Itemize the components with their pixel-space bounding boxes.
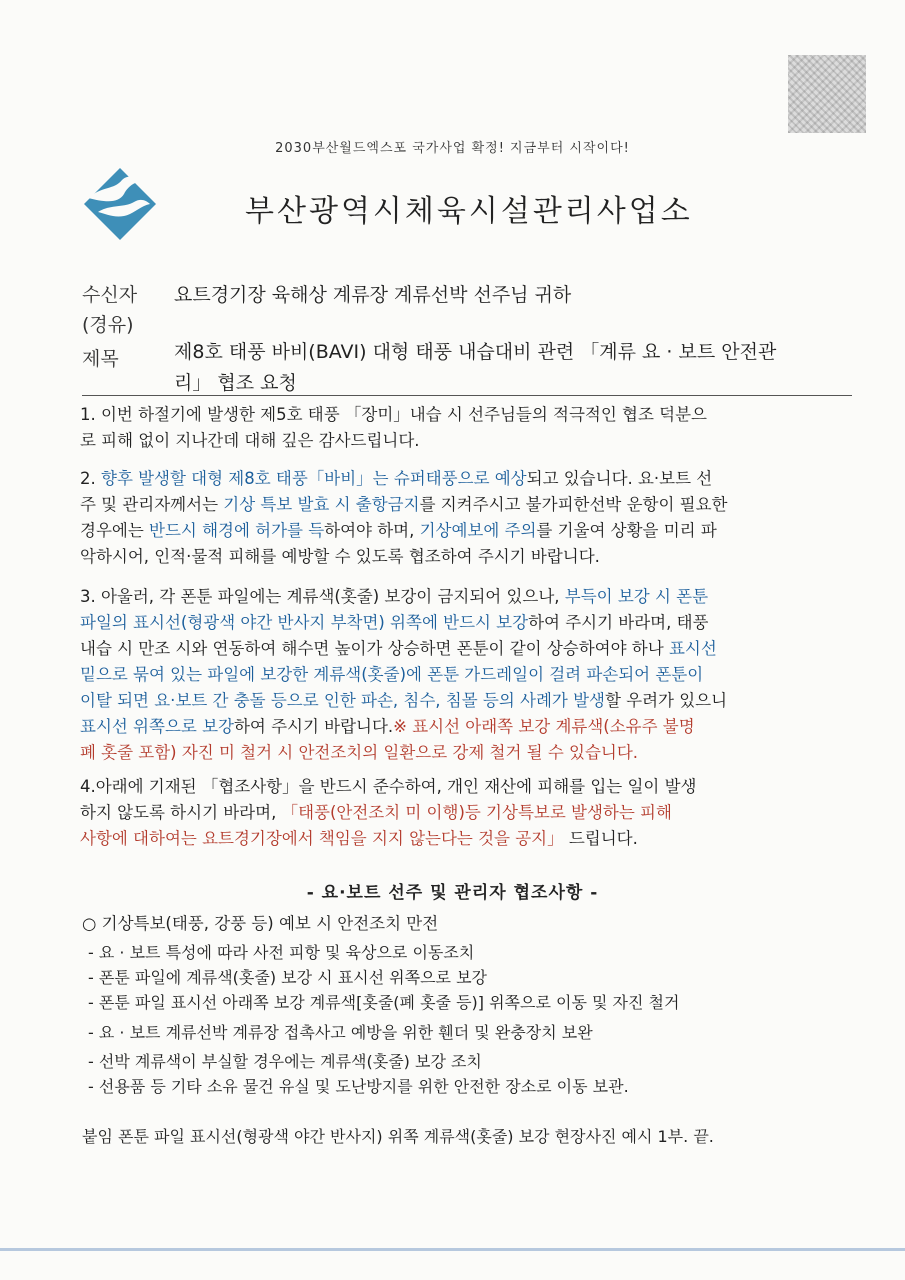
p3-line: 폐 홋줄 포함) 자진 미 철거 시 안전조치의 일환으로 강제 철거 될 수 있습니다. <box>80 743 639 762</box>
p2-text: 하여야 하며, <box>324 521 420 540</box>
subject-line-2: 리」 협조 요청 <box>174 372 297 394</box>
paragraph-3 <box>80 584 865 766</box>
p2-line <box>80 492 865 518</box>
p4-line <box>80 800 865 826</box>
p2-text: 2. <box>80 469 101 488</box>
slogan: 2030부산월드엑스포 국가사업 확정! 지금부터 시작이다! <box>275 141 630 156</box>
p3-line <box>80 610 865 636</box>
p3-highlight: 표시선 <box>668 639 717 658</box>
p3-text: 하여 주시기 바랍니다. <box>233 717 394 736</box>
p2-line <box>80 466 865 492</box>
p3-text: 할 우려가 있으니 <box>604 691 728 710</box>
cooperation-item: - 폰툰 파일에 계류색(홋줄) 보강 시 표시선 위쪽으로 보강 <box>88 968 487 987</box>
p3-line <box>80 688 865 714</box>
p3-text: 하여 주시기 바라며, 태풍 <box>528 613 709 632</box>
p3-line: 밑으로 묶여 있는 파일에 보강한 계류색(홋줄)에 폰툰 가드레일이 걸려 파손되어 폰툰이 <box>80 665 704 684</box>
p2-highlight: 기상예보에 주의 <box>419 521 537 540</box>
paragraph-1 <box>80 402 865 454</box>
p3-text: 내습 시 만조 시와 연동하여 해수면 높이가 상승하면 폰툰이 같이 상승하여야 하나 <box>80 639 669 658</box>
subject-label: 제목 <box>82 348 119 370</box>
qr-code-icon <box>788 55 866 133</box>
footer-line <box>0 1248 905 1251</box>
p2-line: 악하시어, 인적·물적 피해를 예방할 수 있도록 협조하여 주시기 바랍니다. <box>80 547 600 566</box>
p2-highlight: 반드시 해경에 허가를 득 <box>149 521 325 540</box>
cooperation-item: - 선박 계류색이 부실할 경우에는 계류색(홋줄) 보강 조치 <box>88 1052 482 1071</box>
p2-text: 경우에는 <box>80 521 150 540</box>
p2-text: 를 지켜주시고 불가피한선박 운항이 필요한 <box>419 495 728 514</box>
paragraph-4 <box>80 774 865 852</box>
cooperation-item: - 요 · 보트 특성에 따라 사전 피항 및 육상으로 이동조치 <box>88 943 475 962</box>
p3-text: 3. 아울러, 각 폰툰 파일에는 계류색(홋줄) 보강이 금지되어 있으나, <box>80 587 565 606</box>
divider <box>82 395 852 396</box>
p4-line <box>80 826 865 852</box>
p3-line <box>80 714 865 740</box>
recipient-label: 수신자 <box>82 284 138 306</box>
p3-highlight: 부득이 보강 시 폰툰 <box>564 587 709 606</box>
p4-highlight: 사항에 대하여는 요트경기장에서 책임을 지지 않는다는 것을 공지」 <box>80 829 564 848</box>
p2-highlight: 향후 발생할 대형 제8호 태풍「바비」는 슈퍼태풍으로 예상 <box>101 469 527 488</box>
p2-highlight: 기상 특보 발효 시 출항금지 <box>223 495 420 514</box>
p1-line: 로 피해 없이 지나간데 대해 깊은 감사드립니다. <box>80 431 420 450</box>
p2-text: 되고 있습니다. 요·보트 선 <box>526 469 713 488</box>
p2-text: 를 기울여 상황을 미리 파 <box>536 521 717 540</box>
p4-text: 하지 않도록 하시기 바라며, <box>80 803 282 822</box>
cooperation-main-item: ○ 기상특보(태풍, 강풍 등) 예보 시 안전조치 만전 <box>82 914 439 933</box>
cooperation-item: - 요 · 보트 계류선박 계류장 접촉사고 예방을 위한 휀더 및 완충장치 보완 <box>88 1023 593 1042</box>
cooperation-title: - 요·보트 선주 및 관리자 협조사항 - <box>306 883 599 903</box>
p3-highlight: 파일의 표시선(형광색 야간 반사지 부착면) 위쪽에 반드시 보강 <box>80 613 529 632</box>
p3-highlight: 이탈 되면 요·보트 간 충돌 등으로 인한 파손, 침수, 침몰 등의 사례가 발생 <box>80 691 605 710</box>
p4-text: 드립니다. <box>563 829 638 848</box>
subject-line-1: 제8호 태풍 바비(BAVI) 대형 태풍 내습대비 관련 「계류 요 · 보트 안전관 <box>174 341 777 363</box>
via-label: (경유) <box>82 314 134 336</box>
organization-name: 부산광역시체육시설관리사업소 <box>245 194 693 229</box>
cooperation-item: - 폰툰 파일 표시선 아래쪽 보강 계류색[홋줄(폐 홋줄 등)] 위쪽으로 이동 및 자진 철거 <box>88 993 680 1012</box>
p4-line: 4.아래에 기재된 「협조사항」을 반드시 준수하여, 개인 재산에 피해를 입는 일이 발생 <box>80 777 697 796</box>
subject <box>174 337 864 399</box>
recipient: 요트경기장 육해상 계류장 계류선박 선주님 귀하 <box>174 284 572 306</box>
busan-seagull-logo-icon <box>84 168 156 240</box>
p3-warning: ※ 표시선 아래쪽 보강 계류색(소유주 불명 <box>393 717 695 736</box>
p2-line <box>80 518 865 544</box>
p3-highlight: 표시선 위쪽으로 보강 <box>80 717 234 736</box>
p4-highlight: 「태풍(안전조치 미 이행)등 기상특보로 발생하는 피해 <box>281 803 672 822</box>
p2-text: 주 및 관리자께서는 <box>80 495 224 514</box>
p1-line: 1. 이번 하절기에 발생한 제5호 태풍 「장미」내습 시 선주님들의 적극적인 협조 덕분으 <box>80 405 707 424</box>
paragraph-2 <box>80 466 865 570</box>
p3-line <box>80 636 865 662</box>
p3-line <box>80 584 865 610</box>
attachment-note: 붙임 폰툰 파일 표시선(형광색 야간 반사지) 위쪽 계류색(홋줄) 보강 현장사진 예시 1부. 끝. <box>82 1127 714 1146</box>
cooperation-item: - 선용품 등 기타 소유 물건 유실 및 도난방지를 위한 안전한 장소로 이동 보관. <box>88 1077 629 1096</box>
